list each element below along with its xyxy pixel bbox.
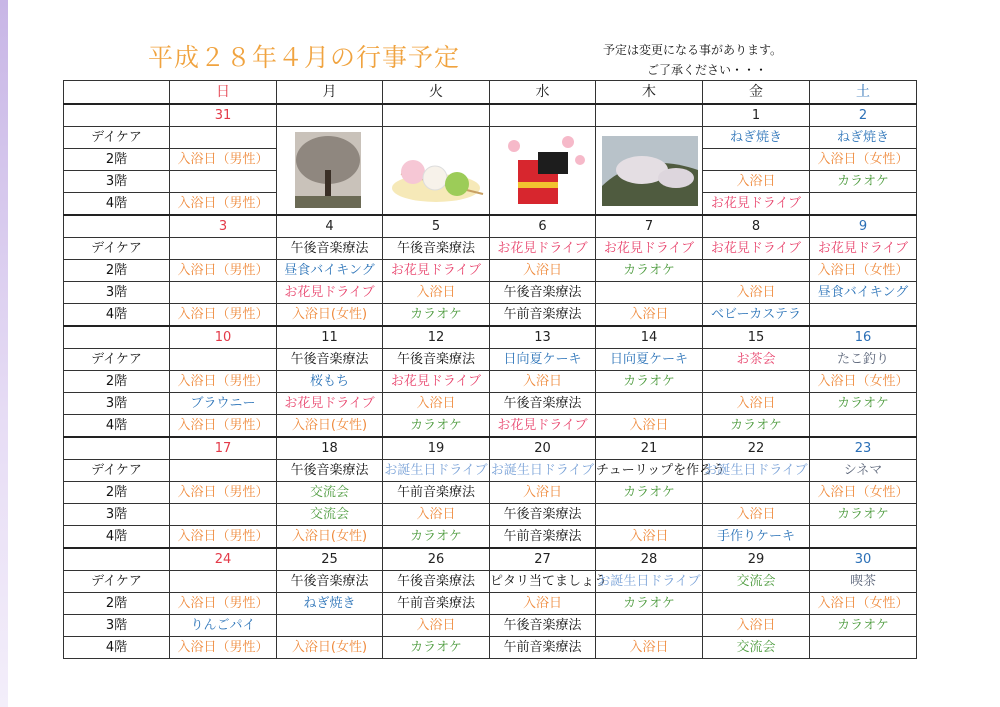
date-cell-thu: 14	[596, 326, 703, 349]
activity-cell	[170, 504, 277, 526]
activity-cell: お花見ドライブ	[596, 238, 703, 260]
activity-cell: 午後音楽療法	[383, 349, 490, 371]
activity-row	[64, 482, 917, 504]
row-label: 3階	[64, 282, 170, 304]
activity-cell: お花見ドライブ	[490, 415, 596, 438]
activity-cell: 入浴日	[383, 282, 490, 304]
weekday-header-row	[64, 81, 917, 105]
activity-cell	[170, 127, 277, 149]
activity-cell: 桜もち	[277, 371, 383, 393]
row-label: 4階	[64, 193, 170, 216]
activity-cell: 入浴日（女性）	[810, 260, 917, 282]
activity-cell	[703, 149, 810, 171]
activity-cell: カラオケ	[383, 304, 490, 327]
activity-cell: チューリップを作ろう	[596, 460, 703, 482]
date-cell-mon: 18	[277, 437, 383, 460]
weekday-sat: 土	[810, 81, 917, 105]
activity-cell: お花見ドライブ	[383, 371, 490, 393]
date-cell-sun: 10	[170, 326, 277, 349]
activity-cell: 入浴日	[703, 393, 810, 415]
activity-cell: 入浴日(女性)	[277, 304, 383, 327]
photo-cell-tue	[383, 127, 490, 216]
activity-cell: 入浴日	[703, 282, 810, 304]
schedule-notice	[603, 40, 782, 80]
activity-row	[64, 460, 917, 482]
activity-cell: 午後音楽療法	[490, 393, 596, 415]
activity-row	[64, 349, 917, 371]
row-label: 3階	[64, 504, 170, 526]
date-cell-thu: 7	[596, 215, 703, 238]
notice-line-1: 予定は変更になる事があります。	[603, 43, 783, 57]
activity-cell: 午後音楽療法	[490, 282, 596, 304]
activity-cell: 入浴日	[703, 615, 810, 637]
activity-cell: 午前音楽療法	[383, 593, 490, 615]
activity-cell: 午前音楽療法	[490, 637, 596, 659]
activity-cell: お花見ドライブ	[810, 238, 917, 260]
date-cell-tue: 19	[383, 437, 490, 460]
activity-cell: お花見ドライブ	[490, 238, 596, 260]
activity-cell: 入浴日	[383, 615, 490, 637]
row-label: デイケア	[64, 460, 170, 482]
activity-cell: 入浴日（男性）	[170, 526, 277, 549]
activity-cell	[810, 304, 917, 327]
schedule-calendar	[63, 80, 917, 659]
date-cell-sun: 31	[170, 104, 277, 127]
activity-row	[64, 282, 917, 304]
activity-cell: カラオケ	[703, 415, 810, 438]
activity-cell: 午後音楽療法	[277, 460, 383, 482]
activity-cell: 入浴日（女性）	[810, 149, 917, 171]
activity-row	[64, 504, 917, 526]
date-cell-thu: 28	[596, 548, 703, 571]
activity-cell: 午後音楽療法	[383, 238, 490, 260]
activity-cell: 交流会	[277, 482, 383, 504]
activity-cell: 午後音楽療法	[490, 504, 596, 526]
date-cell-wed: 6	[490, 215, 596, 238]
row-label: 2階	[64, 260, 170, 282]
row-label: 4階	[64, 415, 170, 438]
date-cell-fri: 8	[703, 215, 810, 238]
date-row	[64, 548, 917, 571]
activity-cell: 入浴日（女性）	[810, 371, 917, 393]
date-cell-sun: 24	[170, 548, 277, 571]
date-row-label	[64, 437, 170, 460]
cherry-hill-photo	[600, 130, 698, 212]
activity-cell: 午前音楽療法	[490, 526, 596, 549]
activity-cell	[170, 571, 277, 593]
activity-cell: 入浴日(女性)	[277, 637, 383, 659]
activity-cell: ピタリ当てましょう	[490, 571, 596, 593]
row-label: デイケア	[64, 238, 170, 260]
date-cell-sat: 16	[810, 326, 917, 349]
activity-cell: お花見ドライブ	[703, 193, 810, 216]
photo-cell-wed	[490, 127, 596, 216]
date-cell-sat: 2	[810, 104, 917, 127]
activity-row	[64, 238, 917, 260]
date-cell-mon	[277, 104, 383, 127]
date-cell-fri: 15	[703, 326, 810, 349]
activity-cell: 入浴日	[596, 415, 703, 438]
activity-cell: 交流会	[703, 571, 810, 593]
activity-cell: 日向夏ケーキ	[596, 349, 703, 371]
activity-cell: お花見ドライブ	[703, 238, 810, 260]
activity-cell	[810, 526, 917, 549]
activity-cell: カラオケ	[383, 526, 490, 549]
activity-row	[64, 526, 917, 549]
activity-cell: 入浴日	[596, 526, 703, 549]
row-label: 4階	[64, 526, 170, 549]
date-cell-wed	[490, 104, 596, 127]
date-row-label	[64, 104, 170, 127]
activity-cell: ブラウニー	[170, 393, 277, 415]
activity-cell: 入浴日（女性）	[810, 593, 917, 615]
activity-cell	[170, 238, 277, 260]
notice-line-2: ご了承ください・・・	[647, 63, 768, 77]
activity-cell: カラオケ	[810, 615, 917, 637]
activity-cell: ねぎ焼き	[810, 127, 917, 149]
activity-cell: カラオケ	[596, 371, 703, 393]
activity-cell: 入浴日（男性）	[170, 415, 277, 438]
activity-cell: 入浴日	[490, 371, 596, 393]
row-label: 3階	[64, 393, 170, 415]
date-cell-tue: 5	[383, 215, 490, 238]
activity-cell: カラオケ	[383, 415, 490, 438]
row-label: 2階	[64, 593, 170, 615]
activity-cell: 入浴日	[703, 504, 810, 526]
activity-cell: 入浴日（男性）	[170, 371, 277, 393]
activity-cell: ねぎ焼き	[277, 593, 383, 615]
weekday-fri: 金	[703, 81, 810, 105]
date-cell-mon: 11	[277, 326, 383, 349]
activity-cell	[810, 415, 917, 438]
date-cell-wed: 13	[490, 326, 596, 349]
date-cell-sat: 30	[810, 548, 917, 571]
weekday-sun: 日	[170, 81, 277, 105]
row-label: 2階	[64, 149, 170, 171]
activity-cell	[810, 193, 917, 216]
activity-cell	[170, 349, 277, 371]
date-cell-sat: 23	[810, 437, 917, 460]
activity-cell: カラオケ	[810, 171, 917, 193]
corner-cell	[64, 81, 170, 105]
activity-cell: 昼食バイキング	[277, 260, 383, 282]
row-label: 3階	[64, 171, 170, 193]
row-label: デイケア	[64, 571, 170, 593]
photo-cell-mon	[277, 127, 383, 216]
activity-cell	[596, 504, 703, 526]
row-label: デイケア	[64, 127, 170, 149]
activity-cell: 交流会	[703, 637, 810, 659]
date-cell-tue: 12	[383, 326, 490, 349]
activity-cell	[596, 615, 703, 637]
weekday-wed: 水	[490, 81, 596, 105]
activity-cell	[170, 282, 277, 304]
row-label: デイケア	[64, 349, 170, 371]
row-label: 4階	[64, 304, 170, 327]
date-row-label	[64, 215, 170, 238]
activity-cell: 交流会	[277, 504, 383, 526]
activity-cell	[277, 615, 383, 637]
activity-cell: お茶会	[703, 349, 810, 371]
activity-cell: カラオケ	[383, 637, 490, 659]
activity-row	[64, 393, 917, 415]
activity-cell: お花見ドライブ	[277, 282, 383, 304]
cherry-tree-photo	[281, 130, 379, 212]
activity-cell: お花見ドライブ	[277, 393, 383, 415]
date-cell-mon: 25	[277, 548, 383, 571]
page-title: 平成２８年４月の行事予定	[148, 43, 461, 72]
activity-cell	[810, 637, 917, 659]
activity-cell	[596, 282, 703, 304]
activity-row	[64, 371, 917, 393]
row-label: 4階	[64, 637, 170, 659]
activity-cell	[703, 482, 810, 504]
activity-cell: 入浴日	[383, 393, 490, 415]
activity-cell: 入浴日（男性）	[170, 304, 277, 327]
date-row	[64, 104, 917, 127]
activity-cell: 入浴日（男性）	[170, 482, 277, 504]
date-cell-sun: 17	[170, 437, 277, 460]
date-cell-fri: 1	[703, 104, 810, 127]
activity-row	[64, 127, 917, 149]
activity-cell: 入浴日（男性）	[170, 193, 277, 216]
activity-cell: 入浴日	[596, 304, 703, 327]
activity-cell: 午後音楽療法	[383, 571, 490, 593]
activity-cell: カラオケ	[810, 504, 917, 526]
activity-cell: 入浴日（男性）	[170, 149, 277, 171]
date-cell-thu	[596, 104, 703, 127]
activity-cell: カラオケ	[596, 482, 703, 504]
row-label: 3階	[64, 615, 170, 637]
photo-cell-thu	[596, 127, 703, 216]
activity-cell: 午後音楽療法	[277, 349, 383, 371]
date-cell-sun: 3	[170, 215, 277, 238]
date-cell-sat: 9	[810, 215, 917, 238]
activity-cell: りんごパイ	[170, 615, 277, 637]
date-row	[64, 437, 917, 460]
date-cell-mon: 4	[277, 215, 383, 238]
activity-row	[64, 615, 917, 637]
date-cell-wed: 20	[490, 437, 596, 460]
activity-cell: 入浴日	[490, 482, 596, 504]
date-cell-tue	[383, 104, 490, 127]
activity-cell: 手作りケーキ	[703, 526, 810, 549]
activity-cell: 入浴日	[490, 593, 596, 615]
activity-cell: ベビーカステラ	[703, 304, 810, 327]
activity-row	[64, 260, 917, 282]
activity-cell: 入浴日(女性)	[277, 526, 383, 549]
activity-cell: カラオケ	[596, 260, 703, 282]
activity-cell: お花見ドライブ	[383, 260, 490, 282]
activity-cell: たこ釣り	[810, 349, 917, 371]
date-row-label	[64, 326, 170, 349]
activity-row	[64, 637, 917, 659]
activity-cell: 入浴日（男性）	[170, 637, 277, 659]
activity-cell	[596, 393, 703, 415]
activity-cell: 午後音楽療法	[277, 571, 383, 593]
date-cell-fri: 29	[703, 548, 810, 571]
date-row-label	[64, 548, 170, 571]
row-label: 2階	[64, 482, 170, 504]
activity-cell: 入浴日	[383, 504, 490, 526]
weekday-tue: 火	[383, 81, 490, 105]
activity-cell: ねぎ焼き	[703, 127, 810, 149]
activity-row	[64, 571, 917, 593]
activity-cell: 日向夏ケーキ	[490, 349, 596, 371]
activity-cell: お誕生日ドライブ	[703, 460, 810, 482]
row-label: 2階	[64, 371, 170, 393]
activity-cell	[703, 371, 810, 393]
activity-cell	[170, 171, 277, 193]
dango-icon	[387, 130, 485, 212]
date-cell-fri: 22	[703, 437, 810, 460]
activity-cell: 入浴日	[703, 171, 810, 193]
activity-cell	[703, 593, 810, 615]
activity-cell: 午前音楽療法	[383, 482, 490, 504]
activity-cell: 入浴日	[490, 260, 596, 282]
activity-cell: 入浴日（男性）	[170, 593, 277, 615]
activity-cell: カラオケ	[810, 393, 917, 415]
activity-cell	[703, 260, 810, 282]
activity-cell: 入浴日(女性)	[277, 415, 383, 438]
activity-row	[64, 415, 917, 438]
activity-cell: カラオケ	[596, 593, 703, 615]
activity-cell: 入浴日（男性）	[170, 260, 277, 282]
activity-cell: 昼食バイキング	[810, 282, 917, 304]
activity-cell: 喫茶	[810, 571, 917, 593]
activity-cell: 午後音楽療法	[490, 615, 596, 637]
activity-cell: 入浴日	[596, 637, 703, 659]
date-row	[64, 215, 917, 238]
date-cell-wed: 27	[490, 548, 596, 571]
activity-cell: お誕生日ドライブ	[596, 571, 703, 593]
activity-cell	[170, 460, 277, 482]
activity-cell: お誕生日ドライブ	[490, 460, 596, 482]
picnic-bag-icon	[494, 130, 592, 212]
activity-cell: お誕生日ドライブ	[383, 460, 490, 482]
weekday-thu: 木	[596, 81, 703, 105]
weekday-mon: 月	[277, 81, 383, 105]
date-cell-tue: 26	[383, 548, 490, 571]
date-cell-thu: 21	[596, 437, 703, 460]
activity-row	[64, 304, 917, 327]
page-edge-strip	[0, 0, 8, 707]
activity-cell: 午後音楽療法	[277, 238, 383, 260]
activity-cell: 午前音楽療法	[490, 304, 596, 327]
date-row	[64, 326, 917, 349]
activity-cell: 入浴日（女性）	[810, 482, 917, 504]
activity-cell: シネマ	[810, 460, 917, 482]
activity-row	[64, 593, 917, 615]
